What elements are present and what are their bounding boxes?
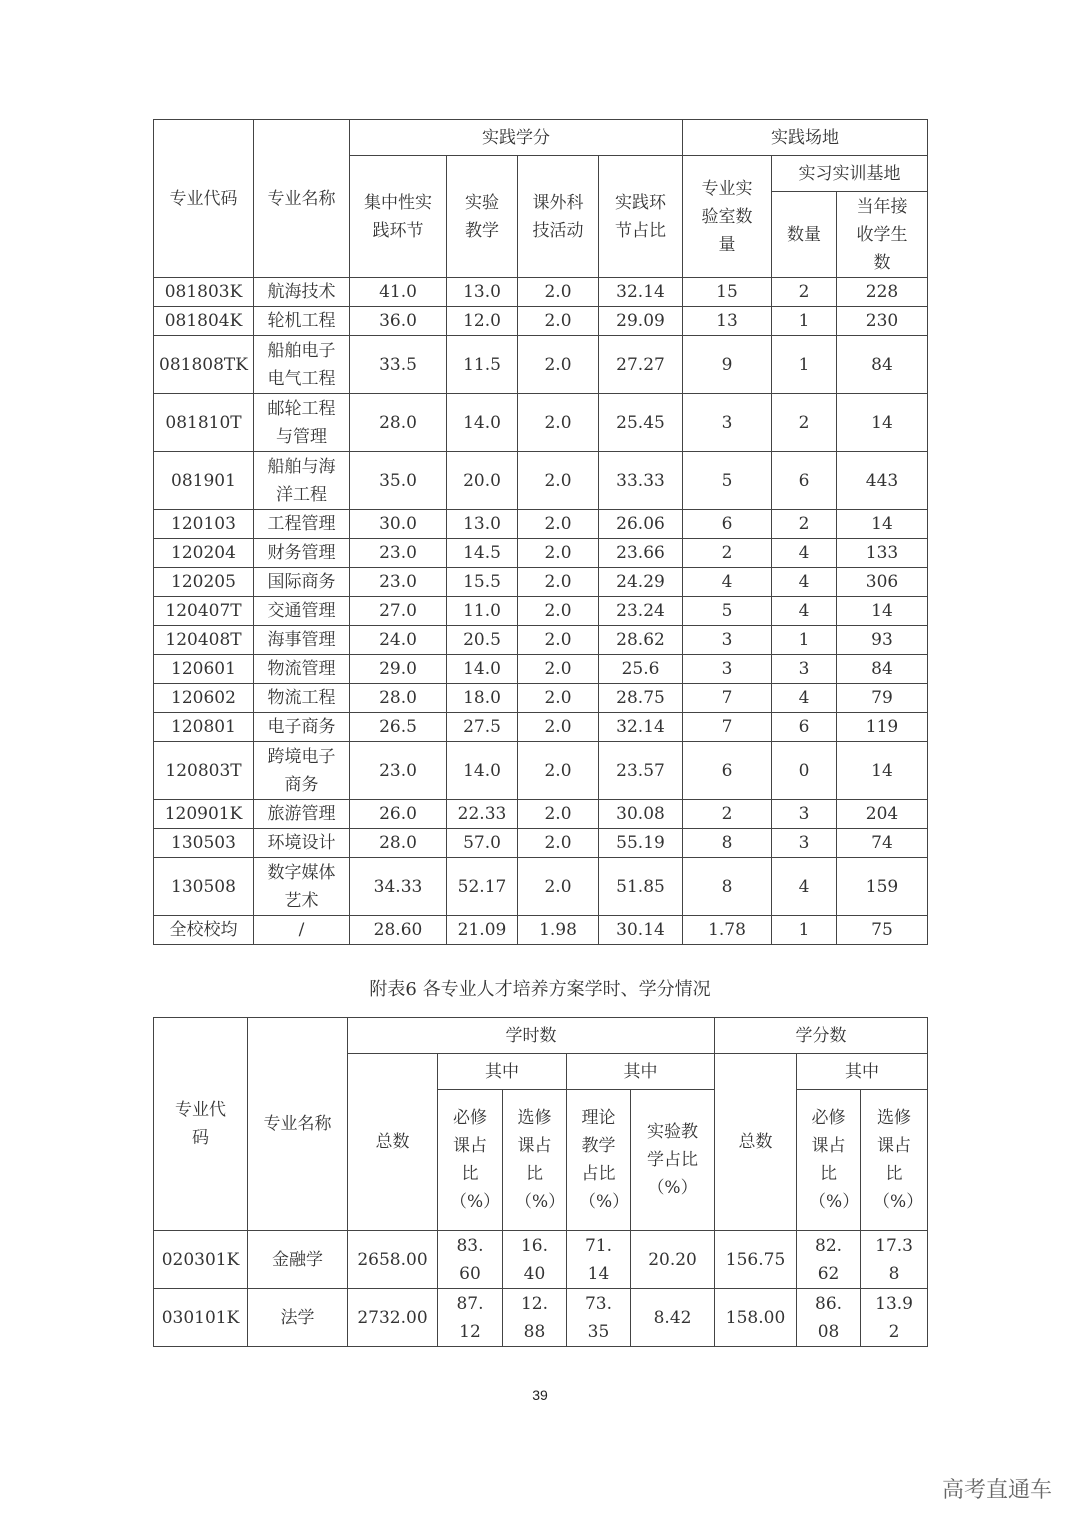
- header-name: 专业名称: [248, 1018, 348, 1231]
- cell-name: 工程管理: [254, 510, 350, 539]
- header-among-2: 其中: [567, 1054, 715, 1090]
- cell-c1: 28.60: [350, 916, 447, 945]
- cell-c3: 2.0: [518, 800, 599, 829]
- header-name: 专业名称: [254, 120, 350, 278]
- cell-c7: 74: [837, 829, 928, 858]
- header-base-students: 当年接收学生数: [837, 192, 928, 278]
- cell-c7: 443: [837, 452, 928, 510]
- cell-h_exp: 20.20: [631, 1231, 715, 1289]
- cell-name: 法学: [248, 1289, 348, 1347]
- cell-c1: 28.0: [350, 684, 447, 713]
- cell-c2: 11.5: [447, 336, 518, 394]
- cell-c1: 34.33: [350, 858, 447, 916]
- cell-code: 130508: [154, 858, 254, 916]
- header-credit-total: 总数: [715, 1054, 797, 1231]
- cell-c4: 23.66: [599, 539, 683, 568]
- cell-c5: 2: [683, 539, 772, 568]
- cell-c6: 3: [772, 829, 837, 858]
- cell-c7: 228: [837, 278, 928, 307]
- cell-c_elec: 13.92: [861, 1289, 928, 1347]
- cell-c2: 57.0: [447, 829, 518, 858]
- table-row: [154, 539, 928, 568]
- cell-c_total: 156.75: [715, 1231, 797, 1289]
- header-extracurricular: 课外科技活动: [518, 156, 599, 278]
- page-number: 39: [532, 1387, 548, 1403]
- cell-c6: 1: [772, 336, 837, 394]
- cell-c1: 28.0: [350, 394, 447, 452]
- cell-c2: 18.0: [447, 684, 518, 713]
- cell-c4: 25.45: [599, 394, 683, 452]
- cell-c6: 2: [772, 510, 837, 539]
- cell-c6: 2: [772, 394, 837, 452]
- cell-c1: 26.0: [350, 800, 447, 829]
- cell-c4: 33.33: [599, 452, 683, 510]
- cell-c1: 23.0: [350, 742, 447, 800]
- cell-c2: 20.0: [447, 452, 518, 510]
- cell-c7: 119: [837, 713, 928, 742]
- cell-c2: 52.17: [447, 858, 518, 916]
- cell-c7: 14: [837, 394, 928, 452]
- table-row: [154, 684, 928, 713]
- cell-c2: 21.09: [447, 916, 518, 945]
- header-among-3: 其中: [797, 1054, 928, 1090]
- table-row: [154, 655, 928, 684]
- cell-code: 030101K: [154, 1289, 248, 1347]
- cell-c4: 32.14: [599, 713, 683, 742]
- cell-c7: 84: [837, 655, 928, 684]
- cell-c2: 15.5: [447, 568, 518, 597]
- cell-c5: 3: [683, 394, 772, 452]
- header-practice-ratio: 实践环节占比: [599, 156, 683, 278]
- cell-c6: 4: [772, 539, 837, 568]
- header-base-count: 数量: [772, 192, 837, 278]
- cell-c4: 55.19: [599, 829, 683, 858]
- table-row: [154, 742, 928, 800]
- cell-code: 120408T: [154, 626, 254, 655]
- cell-c5: 9: [683, 336, 772, 394]
- cell-h_req: 83.60: [438, 1231, 503, 1289]
- cell-code: 120103: [154, 510, 254, 539]
- header-lab-count: 专业实验室数量: [683, 156, 772, 278]
- cell-c3: 2.0: [518, 655, 599, 684]
- cell-name: 邮轮工程与管理: [254, 394, 350, 452]
- header-code: 专业代码: [154, 1018, 248, 1231]
- cell-c1: 28.0: [350, 829, 447, 858]
- cell-code: 120204: [154, 539, 254, 568]
- cell-c7: 306: [837, 568, 928, 597]
- cell-name: 环境设计: [254, 829, 350, 858]
- cell-c5: 8: [683, 858, 772, 916]
- cell-c6: 3: [772, 655, 837, 684]
- header-theory-ratio: 理论教学占比（%）: [567, 1090, 631, 1231]
- cell-code: 120801: [154, 713, 254, 742]
- cell-c3: 2.0: [518, 829, 599, 858]
- cell-code: 081804K: [154, 307, 254, 336]
- header-practice-credits: 实践学分: [350, 120, 683, 156]
- header-exp-ratio: 实验教学占比（%）: [631, 1090, 715, 1231]
- cell-c5: 7: [683, 684, 772, 713]
- header-credit-elec: 选修课占比（%）: [861, 1090, 928, 1231]
- cell-c_total: 158.00: [715, 1289, 797, 1347]
- cell-name: 交通管理: [254, 597, 350, 626]
- table-row: [154, 452, 928, 510]
- cell-c4: 29.09: [599, 307, 683, 336]
- cell-c4: 32.14: [599, 278, 683, 307]
- cell-c5: 7: [683, 713, 772, 742]
- cell-c4: 28.75: [599, 684, 683, 713]
- cell-c2: 14.0: [447, 655, 518, 684]
- header-hours-total: 总数: [348, 1054, 438, 1231]
- cell-c1: 24.0: [350, 626, 447, 655]
- header-hours: 学时数: [348, 1018, 715, 1054]
- cell-c5: 5: [683, 452, 772, 510]
- table-row: [154, 307, 928, 336]
- table-row: [154, 858, 928, 916]
- cell-h_total: 2732.00: [348, 1289, 438, 1347]
- cell-code: 081808TK: [154, 336, 254, 394]
- cell-c5: 6: [683, 510, 772, 539]
- cell-c4: 30.14: [599, 916, 683, 945]
- cell-name: 船舶电子电气工程: [254, 336, 350, 394]
- cell-h_theory: 73.35: [567, 1289, 631, 1347]
- cell-c3: 2.0: [518, 858, 599, 916]
- cell-c2: 14.0: [447, 742, 518, 800]
- table-row: [154, 916, 928, 945]
- cell-c1: 23.0: [350, 568, 447, 597]
- cell-c3: 2.0: [518, 539, 599, 568]
- cell-c7: 133: [837, 539, 928, 568]
- cell-code: 020301K: [154, 1231, 248, 1289]
- cell-h_total: 2658.00: [348, 1231, 438, 1289]
- cell-c1: 41.0: [350, 278, 447, 307]
- header-experiment: 实验教学: [447, 156, 518, 278]
- cell-name: 轮机工程: [254, 307, 350, 336]
- header-base: 实习实训基地: [772, 156, 928, 192]
- cell-c2: 22.33: [447, 800, 518, 829]
- cell-name: 航海技术: [254, 278, 350, 307]
- cell-c_req: 86.08: [797, 1289, 861, 1347]
- cell-c7: 14: [837, 742, 928, 800]
- cell-c2: 27.5: [447, 713, 518, 742]
- cell-c2: 14.0: [447, 394, 518, 452]
- cell-c5: 15: [683, 278, 772, 307]
- header-elec-ratio: 选修课占比（%）: [503, 1090, 567, 1231]
- cell-code: 120901K: [154, 800, 254, 829]
- cell-c5: 3: [683, 626, 772, 655]
- practice-credits-table: [153, 119, 928, 945]
- cell-c6: 2: [772, 278, 837, 307]
- cell-c5: 3: [683, 655, 772, 684]
- cell-c5: 13: [683, 307, 772, 336]
- cell-name: 国际商务: [254, 568, 350, 597]
- cell-c_req: 82.62: [797, 1231, 861, 1289]
- cell-c4: 25.6: [599, 655, 683, 684]
- header-concentrated: 集中性实践环节: [350, 156, 447, 278]
- cell-h_exp: 8.42: [631, 1289, 715, 1347]
- cell-c7: 84: [837, 336, 928, 394]
- cell-c6: 1: [772, 626, 837, 655]
- header-credits: 学分数: [715, 1018, 928, 1054]
- cell-c6: 6: [772, 713, 837, 742]
- cell-c4: 30.08: [599, 800, 683, 829]
- cell-c6: 3: [772, 800, 837, 829]
- cell-c5: 1.78: [683, 916, 772, 945]
- cell-name: /: [254, 916, 350, 945]
- cell-c3: 2.0: [518, 713, 599, 742]
- cell-code: 全校校均: [154, 916, 254, 945]
- cell-c1: 27.0: [350, 597, 447, 626]
- cell-name: 数字媒体艺术: [254, 858, 350, 916]
- table-row: [154, 568, 928, 597]
- header-code: 专业代码: [154, 120, 254, 278]
- cell-c6: 4: [772, 684, 837, 713]
- watermark: 高考直通车: [941, 1478, 1052, 1503]
- cell-c6: 1: [772, 307, 837, 336]
- cell-c4: 51.85: [599, 858, 683, 916]
- cell-c7: 79: [837, 684, 928, 713]
- cell-c1: 35.0: [350, 452, 447, 510]
- cell-c5: 4: [683, 568, 772, 597]
- table-row: [154, 394, 928, 452]
- cell-name: 物流工程: [254, 684, 350, 713]
- cell-c3: 2.0: [518, 394, 599, 452]
- cell-c5: 5: [683, 597, 772, 626]
- cell-c4: 23.57: [599, 742, 683, 800]
- cell-c4: 23.24: [599, 597, 683, 626]
- cell-c1: 33.5: [350, 336, 447, 394]
- cell-c2: 14.5: [447, 539, 518, 568]
- cell-c_elec: 17.38: [861, 1231, 928, 1289]
- header-req-ratio: 必修课占比（%）: [438, 1090, 503, 1231]
- cell-c7: 75: [837, 916, 928, 945]
- cell-c7: 93: [837, 626, 928, 655]
- cell-c3: 2.0: [518, 684, 599, 713]
- cell-c1: 30.0: [350, 510, 447, 539]
- cell-c4: 27.27: [599, 336, 683, 394]
- cell-c3: 2.0: [518, 568, 599, 597]
- cell-c2: 12.0: [447, 307, 518, 336]
- table-row: [154, 1289, 928, 1347]
- cell-h_req: 87.12: [438, 1289, 503, 1347]
- cell-name: 财务管理: [254, 539, 350, 568]
- cell-c7: 14: [837, 510, 928, 539]
- table-row: [154, 597, 928, 626]
- cell-c2: 20.5: [447, 626, 518, 655]
- table-row: [154, 800, 928, 829]
- cell-name: 跨境电子商务: [254, 742, 350, 800]
- cell-c2: 13.0: [447, 278, 518, 307]
- cell-c3: 2.0: [518, 742, 599, 800]
- cell-name: 旅游管理: [254, 800, 350, 829]
- cell-c3: 2.0: [518, 452, 599, 510]
- cell-c1: 29.0: [350, 655, 447, 684]
- cell-name: 海事管理: [254, 626, 350, 655]
- cell-c4: 24.29: [599, 568, 683, 597]
- cell-c3: 2.0: [518, 307, 599, 336]
- cell-code: 081901: [154, 452, 254, 510]
- cell-name: 物流管理: [254, 655, 350, 684]
- cell-c7: 204: [837, 800, 928, 829]
- cell-name: 船舶与海洋工程: [254, 452, 350, 510]
- cell-c6: 4: [772, 568, 837, 597]
- header-credit-req: 必修课占比（%）: [797, 1090, 861, 1231]
- cell-c7: 230: [837, 307, 928, 336]
- header-among-1: 其中: [438, 1054, 567, 1090]
- cell-code: 081803K: [154, 278, 254, 307]
- table-row: [154, 510, 928, 539]
- table-row: [154, 278, 928, 307]
- cell-c1: 26.5: [350, 713, 447, 742]
- cell-code: 120601: [154, 655, 254, 684]
- cell-c7: 159: [837, 858, 928, 916]
- cell-c2: 13.0: [447, 510, 518, 539]
- cell-c6: 0: [772, 742, 837, 800]
- cell-code: 120205: [154, 568, 254, 597]
- cell-h_theory: 71.14: [567, 1231, 631, 1289]
- cell-code: 081810T: [154, 394, 254, 452]
- header-practice-venue: 实践场地: [683, 120, 928, 156]
- cell-c7: 14: [837, 597, 928, 626]
- cell-code: 130503: [154, 829, 254, 858]
- cell-h_elec: 12.88: [503, 1289, 567, 1347]
- cell-h_elec: 16.40: [503, 1231, 567, 1289]
- table-caption: 附表6 各专业人才培养方案学时、学分情况: [369, 979, 711, 1000]
- cell-c6: 4: [772, 858, 837, 916]
- cell-c5: 2: [683, 800, 772, 829]
- cell-c3: 2.0: [518, 278, 599, 307]
- table-row: [154, 829, 928, 858]
- table-row: [154, 626, 928, 655]
- table-row: [154, 336, 928, 394]
- table-row: [154, 1231, 928, 1289]
- cell-c6: 1: [772, 916, 837, 945]
- cell-c3: 2.0: [518, 510, 599, 539]
- cell-c3: 2.0: [518, 336, 599, 394]
- cell-c2: 11.0: [447, 597, 518, 626]
- hours-credits-table: [153, 1017, 928, 1347]
- table-row: [154, 713, 928, 742]
- cell-c6: 6: [772, 452, 837, 510]
- cell-c6: 4: [772, 597, 837, 626]
- cell-name: 金融学: [248, 1231, 348, 1289]
- cell-c3: 2.0: [518, 597, 599, 626]
- cell-c1: 36.0: [350, 307, 447, 336]
- cell-code: 120407T: [154, 597, 254, 626]
- cell-name: 电子商务: [254, 713, 350, 742]
- cell-c5: 8: [683, 829, 772, 858]
- cell-code: 120602: [154, 684, 254, 713]
- cell-c4: 28.62: [599, 626, 683, 655]
- cell-code: 120803T: [154, 742, 254, 800]
- cell-c1: 23.0: [350, 539, 447, 568]
- cell-c5: 6: [683, 742, 772, 800]
- cell-c4: 26.06: [599, 510, 683, 539]
- cell-c3: 2.0: [518, 626, 599, 655]
- cell-c3: 1.98: [518, 916, 599, 945]
